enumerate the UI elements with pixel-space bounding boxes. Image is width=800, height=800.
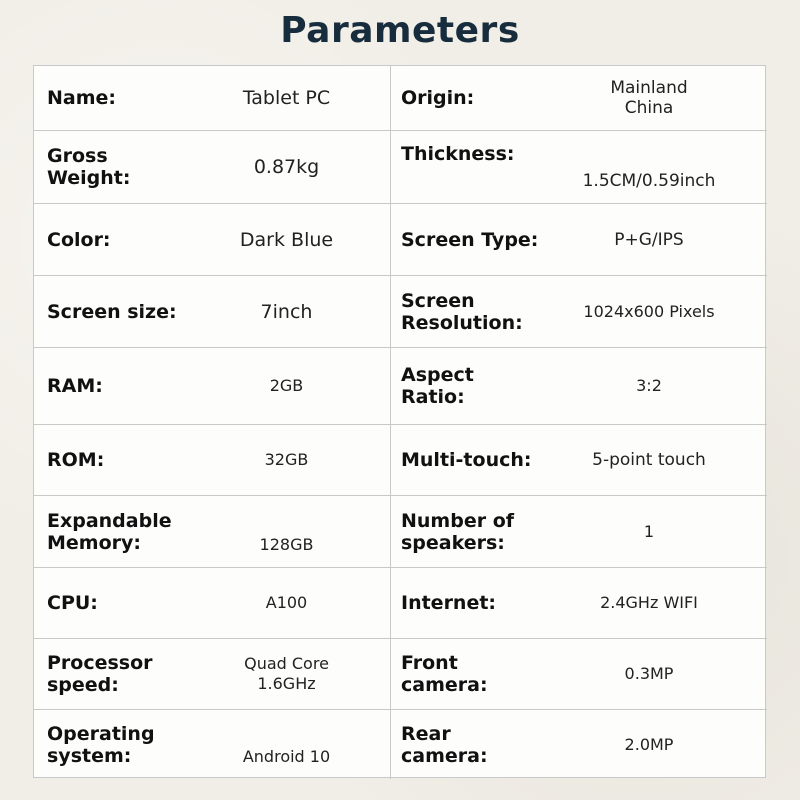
param-value: 0.87kg <box>253 156 320 178</box>
param-value: 2GB <box>269 376 304 395</box>
param-cell-gross-weight <box>34 131 391 204</box>
param-label: ROM: <box>47 449 105 471</box>
param-value: 2.4GHz WIFI <box>600 593 698 612</box>
param-cell-processor-speed <box>34 639 391 710</box>
param-value: 7inch <box>260 300 313 323</box>
param-value: 32GB <box>264 450 309 469</box>
param-cell-rear-camera <box>391 710 767 779</box>
param-label: Rear camera: <box>401 722 488 767</box>
param-cell-name <box>34 66 391 131</box>
param-value: A100 <box>265 593 308 612</box>
param-cell-screen-type <box>391 204 767 276</box>
param-value: Tablet PC <box>242 87 331 109</box>
param-label: Expandable Memory: <box>47 509 172 554</box>
param-label: Gross Weight: <box>47 145 131 189</box>
param-label: Number of speakers: <box>401 509 515 554</box>
param-label: Internet: <box>401 592 497 614</box>
param-value: 2.0MP <box>624 734 674 754</box>
param-cell-origin <box>391 66 767 131</box>
param-cell-cpu <box>34 568 391 639</box>
param-value: 128GB <box>259 535 314 554</box>
param-label: Screen size: <box>47 300 177 323</box>
param-label: Origin: <box>401 87 475 109</box>
param-label: Multi-touch: <box>401 449 532 471</box>
param-value: Quad Core 1.6GHz <box>244 654 329 693</box>
param-label: Screen Type: <box>401 228 539 251</box>
param-label: Processor speed: <box>47 652 153 696</box>
param-cell-internet <box>391 568 767 639</box>
param-cell-multi-touch <box>391 425 767 496</box>
param-label: Screen Resolution: <box>401 289 523 334</box>
param-cell-rom <box>34 425 391 496</box>
param-value: 3:2 <box>636 376 662 395</box>
param-cell-thickness <box>391 131 767 204</box>
param-value: 1.5CM/0.59inch <box>582 171 716 191</box>
param-cell-screen-resolution <box>391 276 767 348</box>
param-value: Android 10 <box>242 747 331 766</box>
param-label: Front camera: <box>401 652 488 696</box>
param-value: Mainland China <box>610 78 688 118</box>
param-cell-operating-system <box>34 710 391 779</box>
param-cell-color <box>34 204 391 276</box>
param-cell-ram <box>34 348 391 425</box>
param-label: Color: <box>47 228 111 251</box>
param-value: 5-point touch <box>592 450 706 470</box>
param-label: CPU: <box>47 592 98 614</box>
param-cell-aspect-ratio <box>391 348 767 425</box>
param-label: Operating system: <box>47 722 155 767</box>
param-cell-expandable-memory <box>34 496 391 568</box>
param-cell-front-camera <box>391 639 767 710</box>
param-label: Thickness: <box>401 143 515 165</box>
param-cell-screen-size <box>34 276 391 348</box>
param-label: Aspect Ratio: <box>401 364 474 408</box>
parameters-table <box>33 65 766 778</box>
page-title: Parameters <box>280 10 520 51</box>
param-label: RAM: <box>47 375 103 397</box>
param-value: 1024x600 Pixels <box>583 301 715 321</box>
param-value: 1 <box>643 521 655 541</box>
param-value: 0.3MP <box>624 664 674 683</box>
param-cell-speakers <box>391 496 767 568</box>
param-value: Dark Blue <box>239 228 334 251</box>
param-value: P+G/IPS <box>614 229 684 250</box>
param-label: Name: <box>47 87 117 109</box>
